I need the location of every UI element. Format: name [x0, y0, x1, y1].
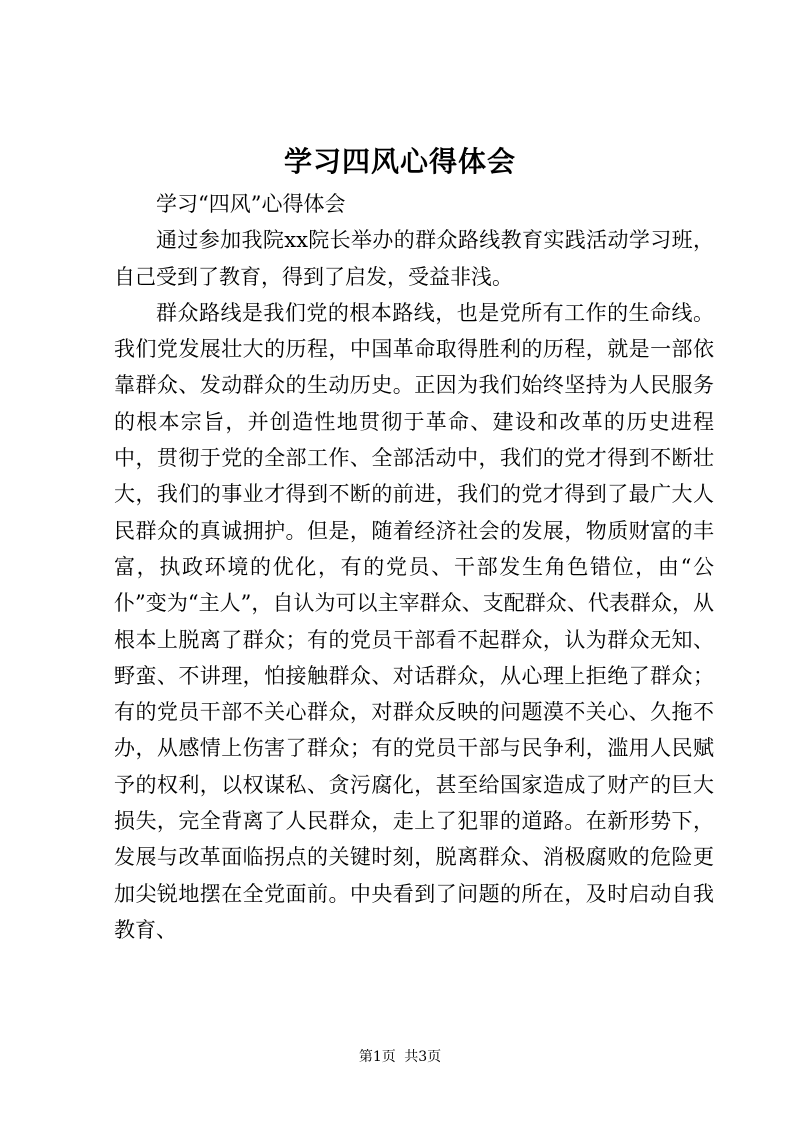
page-number: 第1页 [358, 1049, 396, 1065]
page-total: 共3页 [404, 1049, 442, 1065]
document-title: 学习四风心得体会 [283, 145, 516, 178]
document-body [114, 186, 714, 948]
paragraph-intro: 通过参加我院xx院长举办的群众路线教育实践活动学习班，自己受到了教育，得到了启发，受益非浅。 [114, 228, 714, 289]
paragraph-subtitle: 学习“四风”心得体会 [156, 192, 346, 216]
paragraph-main: 群众路线是我们党的根本路线，也是党所有工作的生命线。我们党发展壮大的历程，中国革命取得胜利的历程，就是一部依靠群众、发动群众的生动历史。正因为我们始终坚持为人民服务的根本宗旨，并创造性地贯彻于革命、建设和改革的历史进程中，贯彻于党的全部工作、全部活动中，我们的党才得到不断壮大，我们的事业才得到不断的前进，我们的党才得到了最广大人民群众的真诚拥护。但是，随着经济社会的发展，物质财富的丰富，执政环境的优化，有的党员、干部发生角色错位，由“公仆”变为“主人”，自认为可以主宰群众、支配群众、代表群众，从根本上脱离了群众；有的党员干部看不起群众，认为群众无知、野蛮、不讲理，怕接触群众、对话群众，从心理上拒绝了群众；有的党员干部不关心群众，对群众反映的问题漠不关心、久拖不办，从感情上伤害了群众；有的党员干部与民争利，滥用人民赋予的权利，以权谋私、贪污腐化，甚至给国家造成了财产的巨大损失，完全背离了人民群众，走上了犯罪的道路。在新形势下，发展与改革面临拐点的关键时刻，脱离群众、消极腐败的危险更加尖锐地摆在全党面前。中央看到了问题的所在，及时启动自我教育、 [114, 300, 714, 942]
page-footer [0, 1047, 800, 1067]
